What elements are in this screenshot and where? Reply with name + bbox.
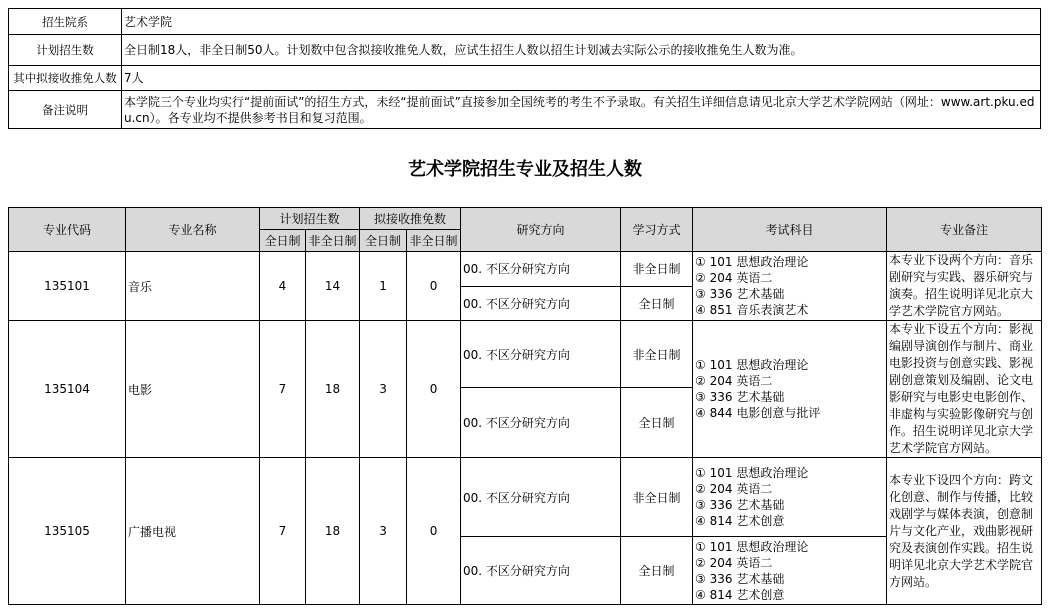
research-direction: 00. 不区分研究方向 <box>461 458 621 537</box>
info-row <box>9 35 1041 66</box>
major-code: 135105 <box>9 458 126 605</box>
major-note: 本专业下设两个方向：音乐剧研究与实践、器乐研究与演奏。招生说明详见北京大学艺术学院官方网站。 <box>887 252 1042 321</box>
header-name: 专业名称 <box>126 208 260 252</box>
major-name: 音乐 <box>126 252 260 321</box>
info-label: 招生院系 <box>9 9 122 35</box>
exam-item: ④ 814 艺术创意 <box>695 587 785 602</box>
exam-item: ④ 844 电影创意与批评 <box>695 406 821 420</box>
header-plan-part: 非全日制 <box>306 230 360 252</box>
header-direction: 研究方向 <box>461 208 621 252</box>
plan-full: 7 <box>260 321 306 458</box>
header-plan-full: 全日制 <box>260 230 306 252</box>
header-exam: 考试科目 <box>693 208 887 252</box>
plan-part: 18 <box>306 458 360 605</box>
info-label: 其中拟接收推免人数 <box>9 66 122 91</box>
header-tm-full: 全日制 <box>360 230 407 252</box>
study-mode: 非全日制 <box>621 252 693 287</box>
table-row <box>9 321 1042 388</box>
info-label: 备注说明 <box>9 91 122 129</box>
major-code: 135104 <box>9 321 126 458</box>
header-code: 专业代码 <box>9 208 126 252</box>
major-name: 广播电视 <box>126 458 260 605</box>
plan-part: 18 <box>306 321 360 458</box>
header-note: 专业备注 <box>887 208 1042 252</box>
research-direction: 00. 不区分研究方向 <box>461 252 621 287</box>
exam-item: ④ 851 音乐表演艺术 <box>695 303 809 317</box>
study-mode: 非全日制 <box>621 321 693 388</box>
exam-item: ① 101 思想政治理论 <box>695 255 809 269</box>
exam-item: ② 204 英语二 <box>695 374 773 388</box>
exam-item: ① 101 思想政治理论 <box>695 539 809 554</box>
info-table <box>8 8 1041 129</box>
info-value: 艺术学院 <box>122 9 1041 35</box>
major-name: 电影 <box>126 321 260 458</box>
header-tuimian: 拟接收推免数 <box>360 208 461 230</box>
major-note: 本专业下设四个方向：跨文化创意、制作与传播，比较戏剧学与媒体表演，创意制片与文化产业，戏曲影视研究及表演创作实践。招生说明详见北京大学艺术学院官方网站。 <box>887 458 1042 605</box>
exam-item: ② 204 英语二 <box>695 555 773 570</box>
exam-item: ① 101 思想政治理论 <box>695 358 809 372</box>
tm-full: 1 <box>360 252 407 321</box>
research-direction: 00. 不区分研究方向 <box>461 388 621 458</box>
header-row <box>9 208 1042 230</box>
header-plan: 计划招生数 <box>260 208 360 230</box>
info-row <box>9 91 1041 129</box>
plan-full: 4 <box>260 252 306 321</box>
tm-full: 3 <box>360 321 407 458</box>
exam-item: ③ 336 艺术基础 <box>695 390 785 404</box>
info-label: 计划招生数 <box>9 35 122 66</box>
table-row <box>9 252 1042 287</box>
major-code: 135101 <box>9 252 126 321</box>
exam-item: ④ 814 艺术创意 <box>695 514 785 528</box>
exam-item: ③ 336 艺术基础 <box>695 498 785 512</box>
study-mode: 全日制 <box>621 537 693 605</box>
exam-subjects <box>693 321 887 458</box>
header-mode: 学习方式 <box>621 208 693 252</box>
exam-item: ② 204 英语二 <box>695 271 773 285</box>
info-row <box>9 66 1041 91</box>
major-note: 本专业下设五个方向：影视编剧导演创作与制片、商业电影投资与创意实践、影视剧创意策划及编剧、论文电影研究与电影史电影创作、非虚构与实验影像研究与创作。招生说明详见北京大学艺术学院官方网站。 <box>887 321 1042 458</box>
exam-subjects <box>693 537 887 605</box>
majors-table <box>8 207 1042 605</box>
exam-subjects <box>693 252 887 321</box>
info-row <box>9 9 1041 35</box>
info-value: 本学院三个专业均实行“提前面试”的招生方式，未经“提前面试”直接参加全国统考的考生不予录取。有关招生详细信息请见北京大学艺术学院网站（网址：www.art.pku.edu.cn）。各专业均不提供参考书目和复习范围。 <box>122 91 1041 129</box>
exam-subjects <box>693 458 887 537</box>
section-title: 艺术学院招生专业及招生人数 <box>408 159 642 180</box>
research-direction: 00. 不区分研究方向 <box>461 286 621 321</box>
research-direction: 00. 不区分研究方向 <box>461 321 621 388</box>
exam-item: ② 204 英语二 <box>695 482 773 496</box>
table-row <box>9 458 1042 537</box>
tm-part: 0 <box>407 321 461 458</box>
plan-full: 7 <box>260 458 306 605</box>
exam-item: ① 101 思想政治理论 <box>695 466 809 480</box>
exam-item: ③ 336 艺术基础 <box>695 287 785 301</box>
tm-part: 0 <box>407 458 461 605</box>
study-mode: 全日制 <box>621 388 693 458</box>
info-value: 7人 <box>122 66 1041 91</box>
tm-part: 0 <box>407 252 461 321</box>
study-mode: 全日制 <box>621 286 693 321</box>
exam-item: ③ 336 艺术基础 <box>695 571 785 586</box>
info-value: 全日制18人，非全日制50人。计划数中包含拟接收推免人数，应试生招生人数以招生计划减去实际公示的接收推免生人数为准。 <box>122 35 1041 66</box>
tm-full: 3 <box>360 458 407 605</box>
research-direction: 00. 不区分研究方向 <box>461 537 621 605</box>
header-tm-part: 非全日制 <box>407 230 461 252</box>
plan-part: 14 <box>306 252 360 321</box>
study-mode: 非全日制 <box>621 458 693 537</box>
